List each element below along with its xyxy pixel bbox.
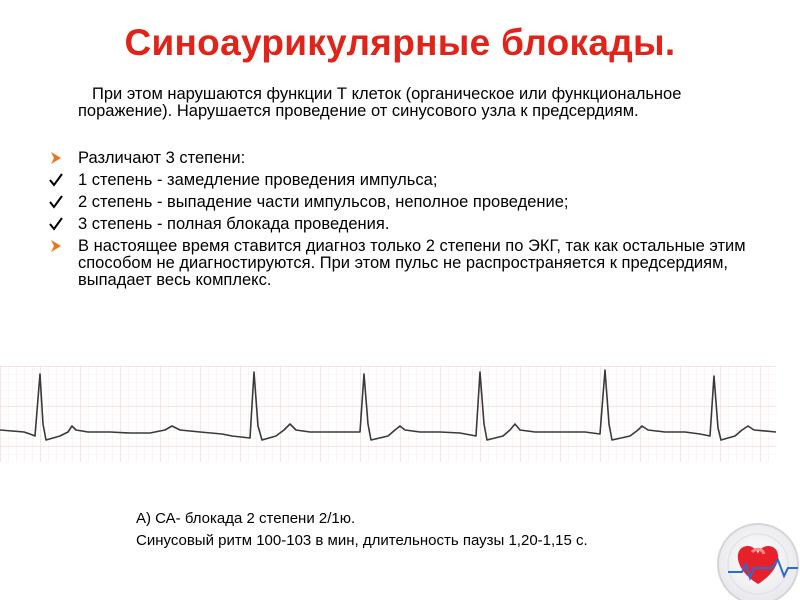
list-item-text: В настоящее время ставится диагноз только 2 степени по ЭКГ, так как остальные этим способом не диагностируются. При этом пульс не распространяется к предсердиям, выпадает весь комплекс. [78,237,746,289]
arrow-bullet-icon [48,150,64,166]
list-item [48,172,768,189]
checkmark-bullet-icon [48,194,64,210]
bullet-list [48,150,768,289]
list-item-text: Различают 3 степени: [78,149,246,167]
list-item-text: 3 степень - полная блокада проведения. [78,215,390,233]
list-item [48,150,768,167]
slide-title: Синоаурикулярные блокады. [124,22,676,63]
list-item-text: 1 степень - замедление проведения импульса; [78,171,438,189]
list-item [48,216,768,233]
ecg-grid [0,366,776,462]
caption-line-1: А) СА- блокада 2 степени 2/1ю. [136,510,356,527]
heart-ecg-logo-icon [712,518,800,600]
list-item-text: 2 степень - выпадение части импульсов, неполное проведение; [78,193,569,211]
caption-line-2: Синусовый ритм 100-103 в мин, длительность паузы 1,20-1,15 с. [136,532,588,549]
intro-paragraph: При этом нарушаются функции Т клеток (органическое или функциональное поражение). Нарушается проведение от синусового узла к предсердиям. [78,85,682,120]
arrow-bullet-icon [48,238,64,254]
ecg-caption [136,508,736,552]
list-item [48,194,768,211]
checkmark-bullet-icon [48,172,64,188]
checkmark-bullet-icon [48,216,64,232]
list-item [48,238,768,289]
ecg-strip [0,366,776,462]
